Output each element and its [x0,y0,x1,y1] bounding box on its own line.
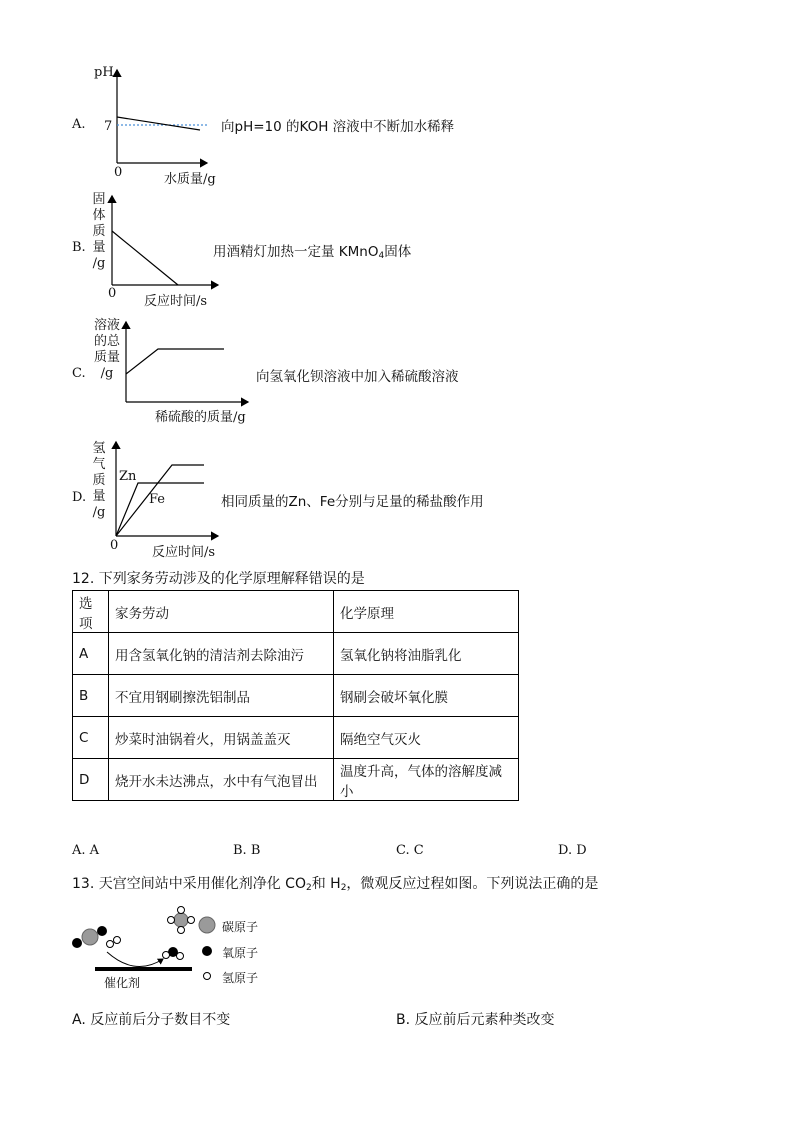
legend-carbon: 碳原子 [222,920,259,934]
table-header-row [73,591,519,633]
option-letter-d: D. [72,490,87,505]
oxygen-atom [97,926,107,936]
origin-label: 0 [110,538,119,553]
stem-subscript: 2 [340,883,347,893]
y-label-char: 质 [92,473,106,488]
desc-text: 用酒精灯加热一定量 KMnO [213,244,379,260]
x-axis-label: 水质量/g [164,172,216,187]
q12-option-d: D. D [558,843,587,858]
y-label-char: 固 [92,192,106,207]
y-tick-7: 7 [104,119,113,134]
reaction-arrow [107,952,163,967]
option-letter-b: B. [72,240,86,255]
x-axis-label: 反应时间/s [152,545,216,560]
table-cell: 氢氧化钠将油脂乳化 [334,633,519,675]
table-cell: 隔绝空气灭火 [334,717,519,759]
option-b-description [213,240,411,261]
graph-c [118,316,258,411]
y-label-char: /g [92,505,106,520]
mass-curve [126,349,224,374]
table-cell: 温度升高，气体的溶解度减小 [334,759,519,801]
table-row [73,717,519,759]
table-cell: C [73,717,109,759]
option-a-description: 向pH=10 的KOH 溶液中不断加水稀释 [221,119,455,135]
fe-curve-label: Fe [149,492,166,507]
y-label-line: 的总 [93,334,120,349]
oxygen-atom [72,938,82,948]
hydrogen-atom [177,953,184,960]
table-row [73,675,519,717]
hydrogen-atom [114,937,121,944]
catalyst-surface [95,967,192,971]
y-label-char: /g [92,256,106,271]
table-cell: 烧开水未达沸点，水中有气泡冒出 [109,759,334,801]
table-cell: 用含氢氧化钠的清洁剂去除油污 [109,633,334,675]
option-d-description: 相同质量的Zn、Fe分别与足量的稀盐酸作用 [221,494,484,510]
y-label-line: /g [100,366,114,381]
option-letter-a: A. [72,117,86,132]
graph-b [100,188,230,293]
table-cell: 钢刷会破坏氧化膜 [334,675,519,717]
table-cell: 炒菜时油锅着火，用锅盖盖灭 [109,717,334,759]
carbon-atom-icon [199,917,215,933]
hydrogen-atom [178,927,185,934]
hydrogen-atom [178,907,185,914]
stem-text: 和 H [311,876,341,892]
zn-curve [116,483,204,536]
q12-option-b: B. B [233,843,261,858]
question-12-stem: 12. 下列家务劳动涉及的化学原理解释错误的是 [72,571,365,587]
table-cell: 不宜用钢刷擦洗铝制品 [109,675,334,717]
graph-d [104,436,224,544]
x-axis-label: 反应时间/s [144,294,208,309]
option-letter-c: C. [72,366,86,381]
catalyst-label: 催化剂 [104,976,141,990]
option-c-description: 向氢氧化钡溶液中加入稀硫酸溶液 [256,369,459,385]
hydrogen-atom [188,917,195,924]
legend-hydrogen: 氢原子 [222,971,259,985]
y-label-char: 量 [92,489,106,504]
stem-text: 13. 天宫空间站中采用催化剂净化 CO [72,876,306,892]
desc-text: 固体 [384,244,412,260]
table-cell: B [73,675,109,717]
y-label-char: 气 [92,457,106,472]
atom-legend-icons [198,914,218,986]
y-label-char: 量 [92,240,106,255]
q12-option-c: C. C [396,843,424,858]
mass-curve [112,231,178,285]
table-row [73,633,519,675]
q12-option-a: A. A [72,843,100,858]
stem-subscript: 2 [305,883,312,893]
origin-label: 0 [114,165,123,180]
table-cell: A [73,633,109,675]
hydrogen-atom [168,917,175,924]
ph-curve [117,117,200,130]
hydrogen-atom [107,941,114,948]
origin-label: 0 [108,286,117,301]
hydrogen-atom [163,952,170,959]
question-13-stem [72,873,598,893]
q13-option-a: A. 反应前后分子数目不变 [72,1012,231,1028]
carbon-atom [174,913,188,927]
y-label-char: 质 [92,224,106,239]
question-12-table [72,590,519,801]
x-axis-label: 稀硫酸的质量/g [155,410,246,425]
y-label-line: 溶液 [93,318,120,333]
desc-subscript: 4 [378,251,385,261]
carbon-atom [82,929,98,945]
header-cell: 家务劳动 [109,591,334,633]
y-label-char: 氢 [92,441,106,456]
table-cell: D [73,759,109,801]
header-cell: 选项 [73,591,109,633]
header-cell: 化学原理 [334,591,519,633]
y-axis-label: pH [94,65,114,80]
stem-text: ，微观反应过程如图。下列说法正确的是 [346,876,599,892]
table-row [73,759,519,801]
zn-curve-label: Zn [119,469,137,484]
y-label-line: 质量 [93,350,120,365]
q13-option-b: B. 反应前后元素种类改变 [396,1012,555,1028]
legend-oxygen: 氧原子 [222,946,259,960]
oxygen-atom-icon [202,946,212,956]
y-label-char: 体 [92,208,106,223]
hydrogen-atom-icon [204,973,211,980]
